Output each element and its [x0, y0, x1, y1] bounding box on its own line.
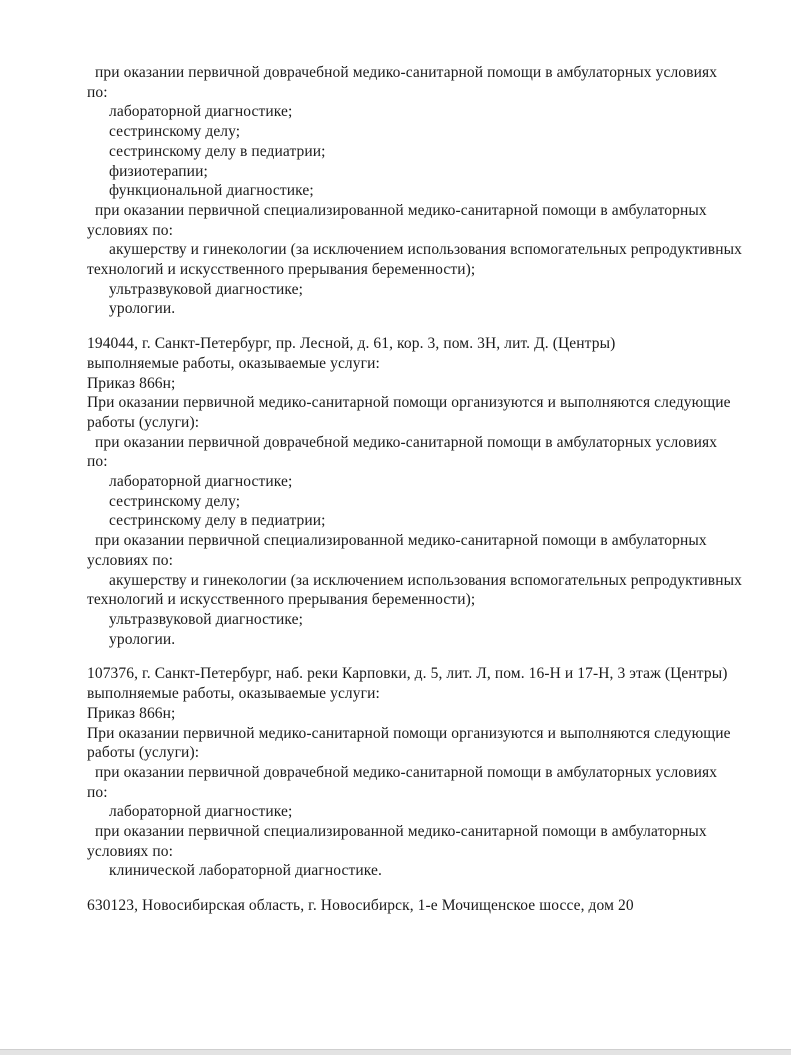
text-line: по: — [87, 783, 108, 801]
text-line: 107376, г. Санкт-Петербург, наб. реки Карповки, д. 5, лит. Л, пом. 16-Н и 17-Н, 3 этаж (Центры) — [87, 665, 728, 683]
text-line: функциональной диагностике; — [109, 182, 314, 200]
text-line: Приказ 866н; — [87, 704, 176, 722]
text-line: физиотерапии; — [109, 162, 208, 180]
text-line: условиях по: — [87, 551, 174, 569]
text-line: лабораторной диагностике; — [109, 803, 293, 821]
text-line: лабораторной диагностике; — [109, 473, 293, 491]
text-line: выполняемые работы, оказываемые услуги: — [87, 685, 380, 703]
text-line: по: — [87, 83, 108, 101]
text-line: 630123, Новосибирская область, г. Новосибирск, 1-е Мочищенское шоссе, дом 20 — [87, 897, 634, 915]
text-line: при оказании первичной доврачебной медико-санитарной помощи в амбулаторных условиях — [95, 64, 718, 81]
text-line: при оказании первичной специализированной медико-санитарной помощи в амбулаторных — [95, 201, 707, 219]
text-line: 194044, г. Санкт-Петербург, пр. Лесной, д. 61, кор. 3, пом. 3Н, лит. Д. (Центры) — [87, 335, 616, 353]
text-line: условиях по: — [87, 842, 174, 860]
document-section — [87, 896, 771, 916]
text-line: выполняемые работы, оказываемые услуги: — [87, 354, 380, 372]
text-line: лабораторной диагностике; — [109, 103, 293, 121]
text-line: условиях по: — [87, 221, 174, 239]
text-line: акушерству и гинекологии (за исключением использования вспомогательных репродуктивных — [109, 571, 742, 589]
text-line: при оказании первичной доврачебной медико-санитарной помощи в амбулаторных условиях — [95, 433, 718, 451]
text-line: урологии. — [109, 300, 176, 318]
text-line: работы (услуги): — [87, 413, 200, 431]
text-line: ультразвуковой диагностике; — [109, 280, 303, 298]
text-line: технологий и искусственного прерывания беременности); — [87, 591, 476, 609]
text-line: акушерству и гинекологии (за исключением использования вспомогательных репродуктивных — [109, 241, 742, 259]
text-line: При оказании первичной медико-санитарной помощи организуются и выполняются следующие — [87, 394, 731, 412]
text-line: при оказании первичной доврачебной медико-санитарной помощи в амбулаторных условиях — [95, 763, 718, 781]
text-line: по: — [87, 453, 108, 471]
text-line: клинической лабораторной диагностике. — [109, 862, 382, 880]
text-line: при оказании первичной специализированной медико-санитарной помощи в амбулаторных — [95, 823, 707, 841]
text-line: работы (услуги): — [87, 744, 200, 762]
document-page — [87, 63, 771, 916]
document-section — [87, 664, 771, 881]
text-line: при оказании первичной специализированной медико-санитарной помощи в амбулаторных — [95, 532, 707, 550]
text-line: сестринскому делу; — [109, 492, 241, 510]
text-line: При оказании первичной медико-санитарной помощи организуются и выполняются следующие — [87, 724, 731, 742]
text-line: сестринскому делу в педиатрии; — [109, 512, 326, 530]
text-line: урологии. — [109, 630, 176, 648]
text-line: Приказ 866н; — [87, 374, 176, 392]
text-line: сестринскому делу; — [109, 123, 241, 141]
footer-bar — [0, 1049, 791, 1055]
text-line: ультразвуковой диагностике; — [109, 610, 303, 628]
document-section — [87, 334, 771, 649]
document-section — [87, 63, 771, 319]
text-line: сестринскому делу в педиатрии; — [109, 142, 326, 160]
text-line: технологий и искусственного прерывания беременности); — [87, 261, 476, 279]
